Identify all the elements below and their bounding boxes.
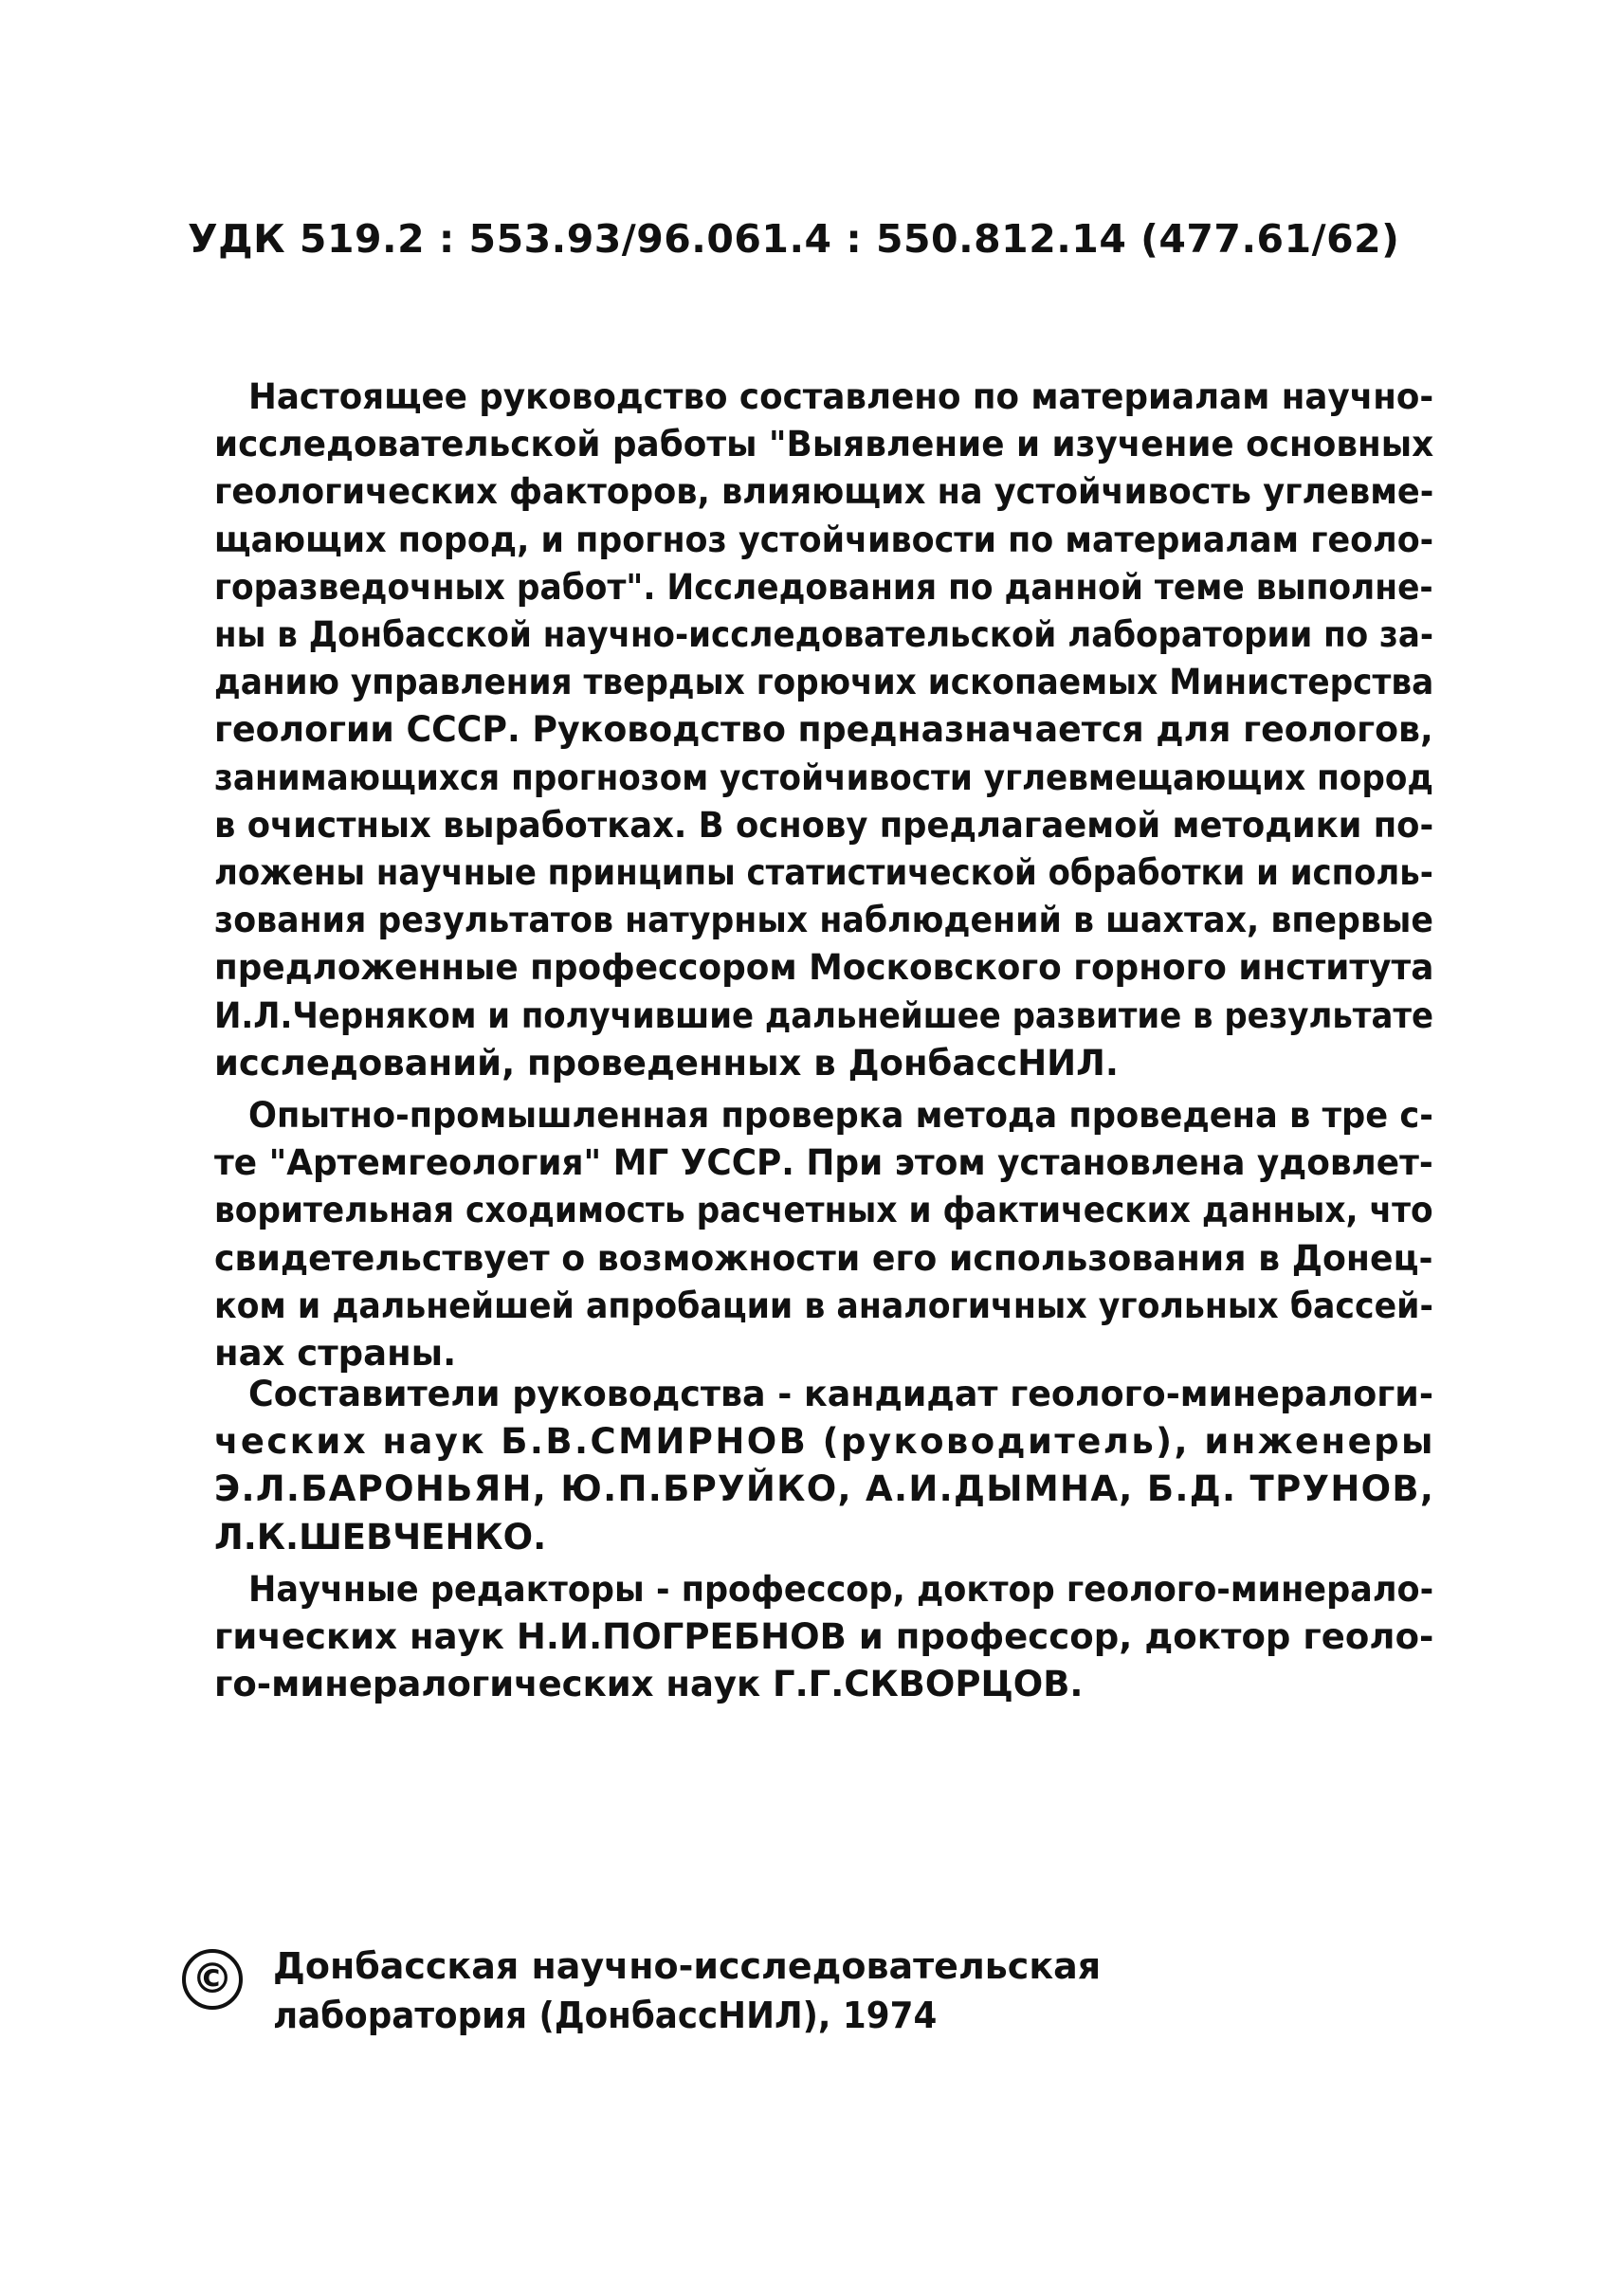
udc-code: УДК 519.2 : 553.93/96.061.4 : 550.812.14 (477.61/62) — [188, 216, 1400, 262]
text-line: гических наук Н.И.ПОГРЕБНОВ и профессор, доктор геоло- — [214, 1616, 1434, 1658]
text-line: ложены научные принципы статистической обработки и исполь- — [214, 852, 1433, 893]
text-line: предложенные профессором Московского горного института — [214, 947, 1434, 989]
copyright-icon: © — [182, 1949, 243, 2010]
text-line: щающих пород, и прогноз устойчивости по материалам геоло- — [214, 519, 1434, 560]
text-line: ны в Донбасской научно-исследовательской лаборатории по за- — [214, 614, 1434, 655]
text-line: свидетельствует о возможности его использования в Донец- — [214, 1237, 1433, 1279]
text-line: ворительная сходимость расчетных и фактических данных, что — [214, 1190, 1433, 1231]
text-line: данию управления твердых горючих ископаемых Министерства — [214, 662, 1434, 703]
text-line: геологии СССР. Руководство предназначается для геологов, — [214, 709, 1433, 751]
text-line: Опытно-промышленная проверка метода проведена в тре с- — [248, 1095, 1433, 1136]
text-line: ком и дальнейшей апробации в аналогичных угольных бассей- — [214, 1285, 1433, 1326]
copyright-line: лаборатория (ДонбассНИЛ), 1974 — [273, 1995, 938, 2036]
text-line: И.Л.Черняком и получившие дальнейшее развитие в результате — [214, 994, 1434, 1036]
copyright-line: Донбасская научно-исследовательская — [273, 1945, 1102, 1987]
text-line: исследований, проведенных в ДонбассНИЛ. — [214, 1042, 1119, 1084]
text-line: в очистных выработках. В основу предлагаемой методики по- — [214, 804, 1434, 846]
text-line: го-минералогических наук Г.Г.СКВОРЦОВ. — [214, 1664, 1084, 1705]
text-line: Составители руководства - кандидат геолого-минералоги- — [248, 1374, 1433, 1414]
text-line: горазведочных работ". Исследования по данной теме выполне- — [214, 566, 1433, 608]
text-line: зования результатов натурных наблюдений в шахтах, впервые — [214, 900, 1433, 941]
text-line: те "Артемгеология" МГ УССР. При этом установлена удовлет- — [214, 1142, 1433, 1184]
text-line: Научные редакторы - профессор, доктор геолого-минерало- — [248, 1569, 1434, 1610]
text-line: нах страны. — [214, 1333, 457, 1374]
text-line: геологических факторов, влияющих на устойчивость углевме- — [214, 471, 1434, 513]
text-line: Настоящее руководство составлено по материалам научно- — [248, 376, 1434, 417]
text-line: Э.Л.БАРОНЬЯН, Ю.П.БРУЙКО, А.И.ДЫМНА, Б.Д. ТРУНОВ, — [214, 1468, 1435, 1510]
text-line: ческих наук Б.В.СМИРНОВ (руководитель), инженеры — [214, 1421, 1435, 1463]
text-line: занимающихся прогнозом устойчивости углевмещающих пород — [214, 756, 1433, 798]
text-line: Л.К.ШЕВЧЕНКО. — [214, 1516, 547, 1558]
text-line: исследовательской работы "Выявление и изучение основных — [214, 424, 1434, 465]
